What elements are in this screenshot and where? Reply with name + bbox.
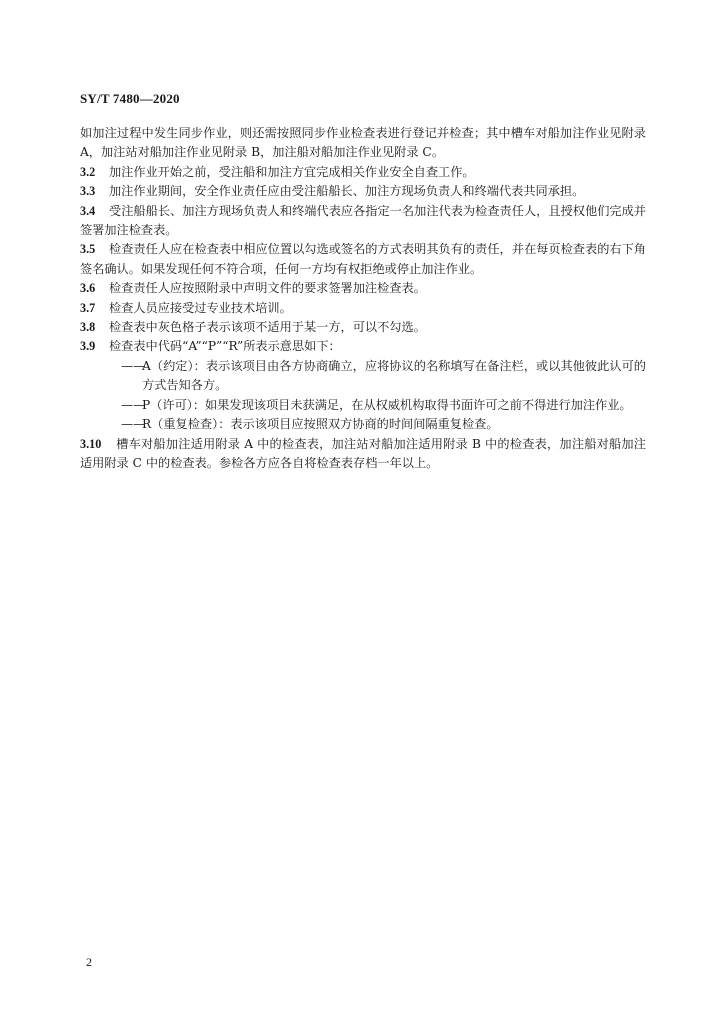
page-number: 2 bbox=[86, 955, 92, 969]
intro-paragraph: 如加注过程中发生同步作业，则还需按照同步作业检查表进行登记并检查；其中槽车对船加注作业见附录 A，加注站对船加注作业见附录 B，加注船对船加注作业见附录 C。 bbox=[80, 126, 646, 160]
clause-3-10 bbox=[80, 435, 646, 474]
definition-text: R（重复检查）：表示该项目应按照双方协商的时间间隔重复检查。 bbox=[142, 417, 499, 432]
clause-number: 3.4 bbox=[80, 203, 96, 218]
clause-text: 检查责任人应按照附录中声明文件的要求签署加注检查表。 bbox=[109, 281, 426, 296]
clause-text: 检查表中代码“A”“P”“R”所表示意思如下： bbox=[109, 339, 341, 354]
clause-3-2 bbox=[80, 163, 646, 182]
clause-text: 槽车对船加注适用附录 A 中的检查表，加注站对船加注适用附录 B 中的检查表，加注船对船加注适用附录 C 中的检查表。参检各方应各自将检查表存档一年以上。 bbox=[80, 436, 646, 470]
clause-3-6 bbox=[80, 279, 646, 298]
code-definition-p bbox=[80, 396, 646, 415]
clause-text: 加注作业开始之前，受注船和加注方宜完成相关作业安全自查工作。 bbox=[109, 164, 475, 179]
clause-text: 检查人员应接受过专业技术培训。 bbox=[109, 300, 292, 315]
clause-3-9 bbox=[80, 337, 646, 356]
definition-text: A（约定）：表示该项目由各方协商确立，应将协议的名称填写在备注栏，或以其他彼此认可的方式告知各方。 bbox=[142, 358, 646, 393]
page-content bbox=[80, 124, 646, 473]
list-dash: —— bbox=[121, 358, 146, 373]
code-definition-r bbox=[80, 415, 646, 434]
clause-3-7 bbox=[80, 299, 646, 318]
clause-3-4 bbox=[80, 202, 646, 241]
list-dash: —— bbox=[121, 417, 146, 432]
clause-number: 3.5 bbox=[80, 242, 96, 257]
definition-text: P（许可）：如果发现该项目未获满足，在从权威机构取得书面许可之前不得进行加注作业。 bbox=[142, 397, 632, 412]
clause-text: 加注作业期间，安全作业责任应由受注船船长、加注方现场负责人和终端代表共同承担。 bbox=[109, 184, 585, 199]
clause-text: 检查责任人应在检查表中相应位置以勾选或签名的方式表明其负有的责任，并在每页检查表的右下角签名确认。如果发现任何不符合项，任何一方均有权拒绝或停止加注作业。 bbox=[80, 242, 646, 276]
clause-number: 3.7 bbox=[80, 300, 96, 315]
clause-3-5 bbox=[80, 240, 646, 279]
clause-number: 3.10 bbox=[80, 436, 102, 451]
clause-text: 检查表中灰色格子表示该项不适用于某一方，可以不勾选。 bbox=[109, 320, 426, 335]
list-dash: —— bbox=[121, 397, 146, 412]
clause-3-3 bbox=[80, 182, 646, 201]
code-definition-a bbox=[80, 357, 646, 396]
clause-text: 受注船船长、加注方现场负责人和终端代表应各指定一名加注代表为检查责任人，且授权他们完成并签署加注检查表。 bbox=[80, 203, 646, 238]
clause-3-8 bbox=[80, 318, 646, 337]
clause-number: 3.9 bbox=[80, 339, 96, 354]
clause-number: 3.3 bbox=[80, 184, 96, 199]
clause-number: 3.8 bbox=[80, 320, 96, 335]
clause-number: 3.6 bbox=[80, 281, 96, 296]
standard-code-header: SY/T 7480—2020 bbox=[80, 91, 180, 106]
clause-number: 3.2 bbox=[80, 164, 96, 179]
